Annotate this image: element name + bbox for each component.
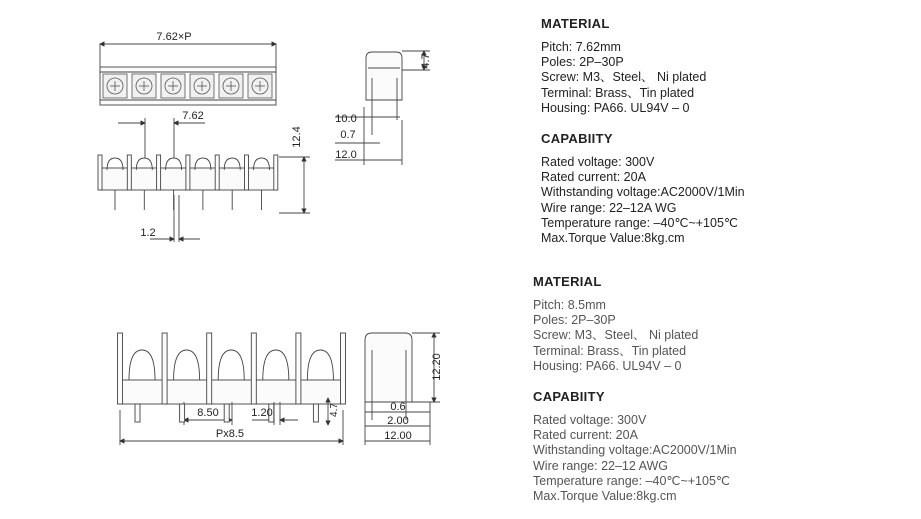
spec-line: Housing: PA66. UL94V – 0 <box>541 100 690 115</box>
side-view-762 <box>335 51 430 165</box>
overall-width-label-850: Px8.5 <box>215 428 245 440</box>
spec-panel-850 <box>533 274 737 519</box>
spec-line: Poles: 2P–30P <box>541 55 624 70</box>
spec-line: Rated current: 20A <box>533 428 638 443</box>
barrier-wall <box>127 155 131 190</box>
barrier-wall <box>245 155 249 190</box>
capability-title-762: CAPABIITY <box>541 131 613 147</box>
pin-width-label-850: 1.20 <box>251 407 273 419</box>
spec-line: Pitch: 8.5mm <box>533 298 606 312</box>
spec-line: Terminal: Brass、Tin plated <box>541 85 695 100</box>
spec-line: Max.Torque Value:8kg.cm <box>533 489 677 504</box>
spec-line: Wire range: 22–12A WG <box>541 200 677 215</box>
spec-line: Rated voltage: 300V <box>533 413 647 428</box>
spec-line: Rated current: 20A <box>541 170 646 185</box>
side-label-762-b: 0.7 <box>340 129 356 141</box>
plan-screw-cell <box>219 74 243 98</box>
spec-panel-762 <box>541 16 745 261</box>
side-label-762-c: 12.0 <box>335 149 357 161</box>
capability-title-850: CAPABIITY <box>533 389 605 405</box>
front-barriers-850 <box>118 333 346 422</box>
side-top-label-762: 4.7 <box>420 53 432 69</box>
pin-width-label-762: 1.2 <box>140 227 156 239</box>
spec-line: Withstanding voltage:AC2000V/1Min <box>541 185 745 200</box>
pitch-label-762: 7.62 <box>182 110 204 122</box>
barrier-wall <box>215 155 219 190</box>
barrier-wall <box>296 333 301 404</box>
spec-line: Pitch: 7.62mm <box>541 40 621 54</box>
spec-line: Wire range: 22–12 AWG <box>533 458 669 473</box>
spec-line: Terminal: Brass、Tin plated <box>533 343 687 358</box>
spec-line: Housing: PA66. UL94V – 0 <box>533 358 682 373</box>
barrier-wall <box>251 333 256 404</box>
side-label-850-b: 2.00 <box>387 415 409 427</box>
material-section-762 <box>541 16 745 116</box>
capability-section-850 <box>533 389 737 504</box>
material-title-850: MATERIAL <box>533 274 602 289</box>
barrier-wall <box>274 155 278 190</box>
barrier-wall <box>162 333 167 404</box>
plan-screw-cell <box>248 74 272 98</box>
capability-section-762 <box>541 131 745 246</box>
plan-screw-cell <box>103 74 127 98</box>
spec-line: Rated voltage: 300V <box>541 155 655 170</box>
barrier-wall <box>118 333 123 404</box>
overall-width-label-762: 7.62×P <box>156 31 192 43</box>
plan-screw-cell <box>132 74 156 98</box>
pitch-label-850: 8.50 <box>197 407 219 419</box>
side-label-850-c: 12.00 <box>384 430 412 442</box>
spec-line: Screw: M3、Steel、 Ni plated <box>533 328 699 343</box>
barrier-wall <box>341 333 346 404</box>
barrier-wall <box>157 155 161 190</box>
material-title-762: MATERIAL <box>541 16 610 31</box>
spec-line: Temperature range: –40℃~+105℃ <box>541 215 738 230</box>
barrier-wall <box>98 155 102 190</box>
height-label-762: 12.4 <box>291 126 303 148</box>
plan-screw-cell <box>190 74 214 98</box>
spec-line: Temperature range: –40℃~+105℃ <box>533 473 730 488</box>
spec-line: Poles: 2P–30P <box>533 313 616 328</box>
pin-length-label-850: 4.7 <box>329 403 340 417</box>
material-section-850 <box>533 274 737 374</box>
height-label-850: 12.20 <box>431 353 443 381</box>
spec-line: Withstanding voltage:AC2000V/1Min <box>533 443 737 458</box>
side-label-762-a: 10.0 <box>335 113 357 125</box>
spec-line: Max.Torque Value:8kg.cm <box>541 231 685 246</box>
plan-screw-cell <box>161 74 185 98</box>
barrier-wall <box>186 155 190 190</box>
side-label-850-a: 0.6 <box>390 401 406 413</box>
side-view-850 <box>365 333 440 445</box>
barrier-wall <box>207 333 212 404</box>
spec-line: Screw: M3、Steel、 Ni plated <box>541 70 707 85</box>
